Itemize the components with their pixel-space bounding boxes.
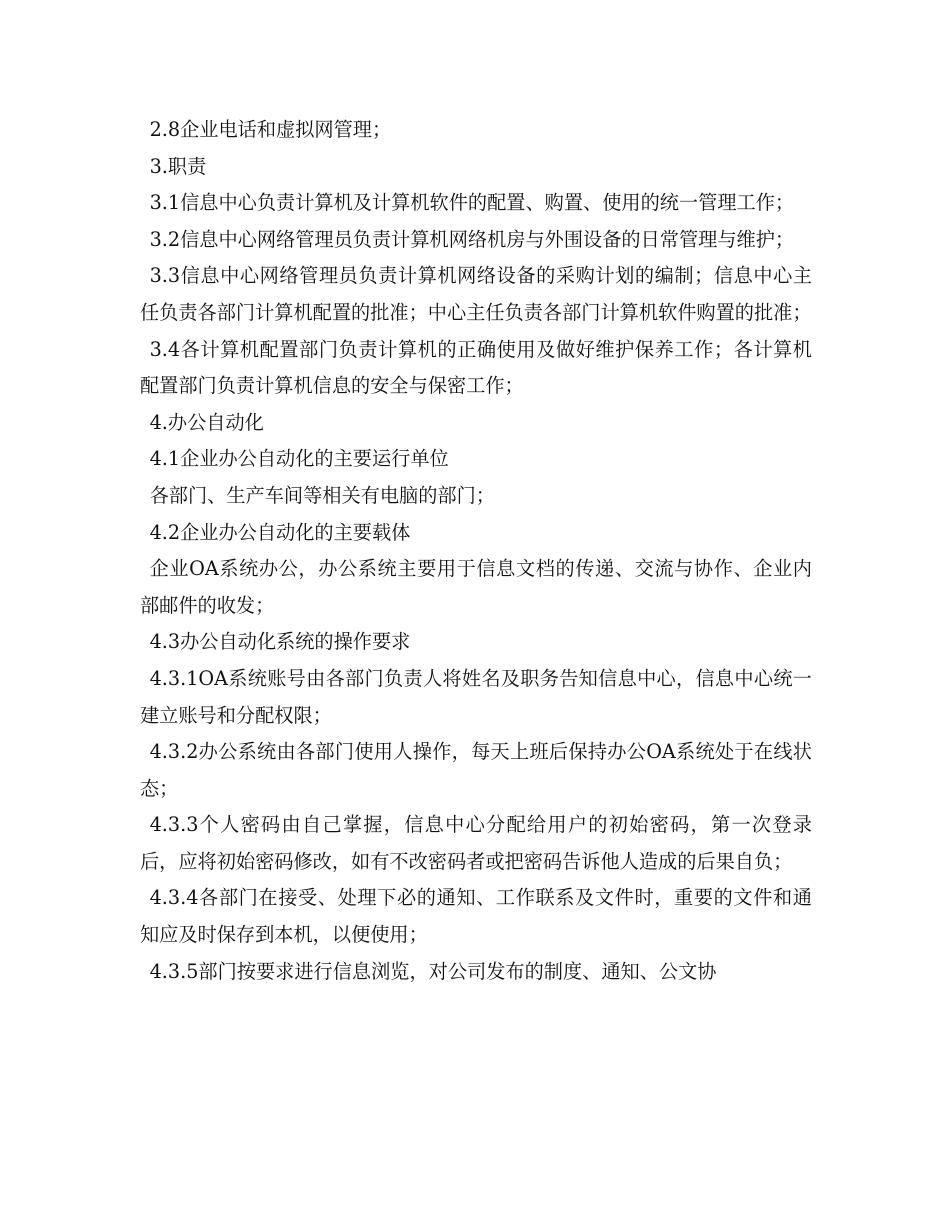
heading-4-office-automation: 4.办公自动化: [149, 410, 264, 434]
paragraph-4-1-body: 各部门、生产车间等相关有电脑的部门；: [149, 483, 495, 507]
heading-3-duties: 3.职责: [149, 154, 207, 178]
paragraph-4-3-1: 4.3.1OA系统账号由各部门负责人将姓名及职务告知信息中心，信息中心统一建立账号和分配权限；: [140, 666, 812, 727]
paragraph-4-1: 4.1企业办公自动化的主要运行单位: [149, 447, 449, 471]
paragraph-4-3-4: 4.3.4各部门在接受、处理下必的通知、工作联系及文件时，重要的文件和通知应及时保存到本机，以便使用；: [140, 886, 812, 947]
paragraph-4-2: 4.2企业办公自动化的主要载体: [149, 520, 411, 544]
document-body: [140, 112, 812, 990]
paragraph-3-3: 3.3信息中心网络管理员负责计算机网络设备的采购计划的编制；信息中心主任负责各部门计算机配置的批准；中心主任负责各部门计算机软件购置的批准；: [140, 264, 812, 324]
paragraph-4-3-3: 4.3.3个人密码由自己掌握，信息中心分配给用户的初始密码，第一次登录后，应将初始密码修改，如有不改密码者或把密码告诉他人造成的后果自负；: [140, 813, 812, 873]
paragraph-4-3-2: 4.3.2办公系统由各部门使用人操作，每天上班后保持办公OA系统处于在线状态；: [140, 740, 812, 800]
paragraph-4-3: 4.3办公自动化系统的操作要求: [149, 630, 411, 654]
paragraph-3-2: 3.2信息中心网络管理员负责计算机网络机房与外围设备的日常管理与维护；: [149, 227, 795, 251]
paragraph-4-2-body: 企业OA系统办公，办公系统主要用于信息文档的传递、交流与协作、企业内部邮件的收发；: [140, 557, 812, 617]
paragraph-4-3-5: 4.3.5部门按要求进行信息浏览，对公司发布的制度、通知、公文协: [149, 959, 717, 983]
paragraph-3-1: 3.1信息中心负责计算机及计算机软件的配置、购置、使用的统一管理工作；: [149, 191, 795, 215]
paragraph-3-4: 3.4各计算机配置部门负责计算机的正确使用及做好维护保养工作；各计算机配置部门负责计算机信息的安全与保密工作；: [140, 337, 812, 398]
paragraph-2-8: 2.8企业电话和虚拟网管理；: [149, 118, 392, 141]
